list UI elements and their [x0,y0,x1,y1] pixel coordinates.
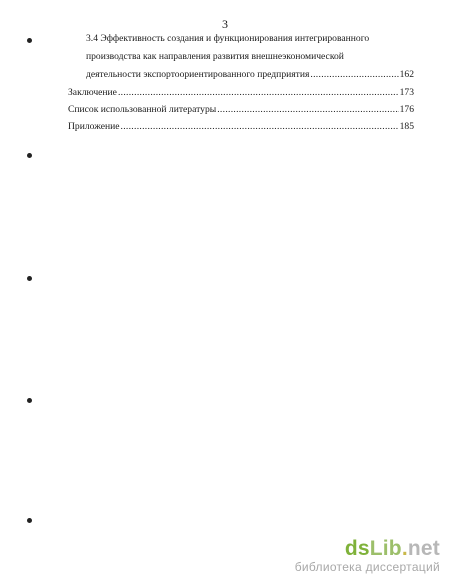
toc-page-number: 173 [399,87,414,98]
toc-page-number: 176 [399,104,414,115]
toc-entry-label: Список использованной литературы [68,104,217,115]
toc-entry-3-4-line-2 [86,51,344,63]
page-number: 3 [222,17,228,31]
dot-leader [310,69,398,81]
toc-page-number: 185 [399,121,414,132]
toc-page-number: 162 [399,69,414,80]
toc-entry-text: производства как направления развития внешнеэкономической [86,51,344,62]
toc-entry-references [68,104,414,116]
toc-entry-3-4-line-1 [86,33,369,45]
toc-entry-appendix [68,121,414,133]
dslib-watermark [295,538,440,574]
toc-entry-text: деятельности экспортоориентированного предприятия [86,69,310,80]
toc-entry-3-4-line-3 [86,69,414,81]
toc-entry-label: Приложение [68,121,120,132]
toc-entry-text: 3.4 Эффективность создания и функционирования интегрированного [86,33,370,44]
dot-leader [121,121,399,133]
dot-leader [118,87,399,99]
dot-leader [217,104,398,116]
dslib-subtitle: библиотека диссертаций [294,560,440,574]
toc-entry-label: Заключение [68,87,117,98]
toc-entry-conclusion [68,87,414,99]
dslib-logo: dsLib.net [344,537,440,560]
